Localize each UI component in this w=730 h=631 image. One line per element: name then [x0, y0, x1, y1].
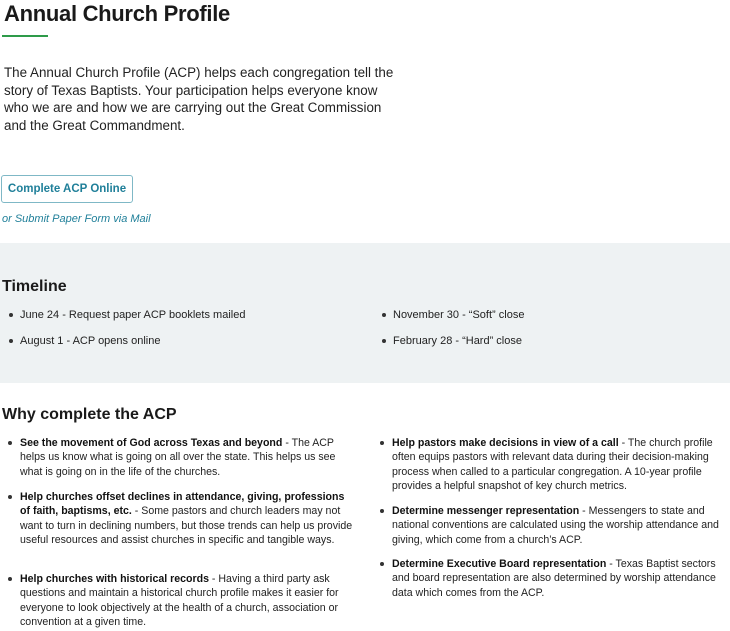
timeline-item-text: February 28 - “Hard” close: [393, 335, 522, 347]
bullet-icon: [9, 313, 13, 317]
why-item-body: - Messengers to state and national conventions are calculated using the worship attendance and giving, which come from a church’s ACP.: [392, 505, 719, 546]
complete-acp-online-button[interactable]: Complete ACP Online: [1, 175, 133, 203]
submit-paper-form-link[interactable]: or Submit Paper Form via Mail: [2, 213, 151, 225]
why-item-body: - The church profile often equips pastors with relevant data during their decision-making process when called to a particular congregation. A 10-year profile provides a helpful snapshot of key church metrics.: [392, 437, 713, 492]
why-complete-title: Why complete the ACP: [2, 406, 177, 423]
timeline-item: [382, 335, 522, 347]
why-item: [392, 557, 722, 600]
why-item-heading: Determine Executive Board representation: [392, 558, 607, 570]
why-item-heading: See the movement of God across Texas and beyond: [20, 437, 283, 449]
timeline-item-text: August 1 - ACP opens online: [20, 335, 161, 347]
why-item-heading: Help churches offset declines in attendance, giving, professions of faith, baptisms, etc.: [20, 491, 345, 518]
why-item-body: - Texas Baptist sectors and board representation are also determined by worship attendance data which comes from the ACP.: [392, 558, 716, 599]
why-item-heading: Help churches with historical records: [20, 573, 209, 585]
bullet-icon: [382, 339, 386, 343]
why-item: [20, 436, 355, 479]
why-item-body: - Having a third party ask questions and maintain a historical church profile makes it easier for everyone to look objectively at the health of a church, association or convention at a given time.: [20, 573, 339, 628]
bullet-icon: [9, 339, 13, 343]
why-item-body: - The ACP helps us know what is going on all over the state. This helps us see what is going on in the life of the churches.: [20, 437, 336, 478]
bullet-icon: [8, 577, 12, 581]
bullet-icon: [380, 509, 384, 513]
bullet-icon: [380, 562, 384, 566]
why-item-heading: Help pastors make decisions in view of a call: [392, 437, 619, 449]
bullet-icon: [8, 441, 12, 445]
why-item: [20, 572, 355, 629]
timeline-item-text: November 30 - “Soft” close: [393, 309, 525, 321]
why-item-heading: Determine messenger representation: [392, 505, 580, 517]
why-item: [392, 504, 722, 547]
timeline-item: [9, 309, 245, 321]
timeline-item: [382, 309, 524, 321]
timeline-item-text: June 24 - Request paper ACP booklets mailed: [20, 309, 246, 321]
timeline-item: [9, 335, 160, 347]
timeline-title: Timeline: [2, 278, 67, 295]
why-item: [20, 490, 355, 547]
intro-paragraph: The Annual Church Profile (ACP) helps each congregation tell the story of Texas Baptists. Your participation helps everyone know who we are and how we are carrying out the Great Commission and the Great Commandment.: [4, 65, 394, 133]
title-underline: [2, 35, 48, 37]
bullet-icon: [382, 313, 386, 317]
bullet-icon: [8, 495, 12, 499]
page-title: Annual Church Profile: [4, 1, 230, 26]
why-item-body: - Some pastors and church leaders may not want to turn in declining numbers, but those trends can help us provide useful resources and assist churches in specific and tangible ways.: [20, 505, 353, 546]
bullet-icon: [380, 441, 384, 445]
why-item: [392, 436, 722, 493]
